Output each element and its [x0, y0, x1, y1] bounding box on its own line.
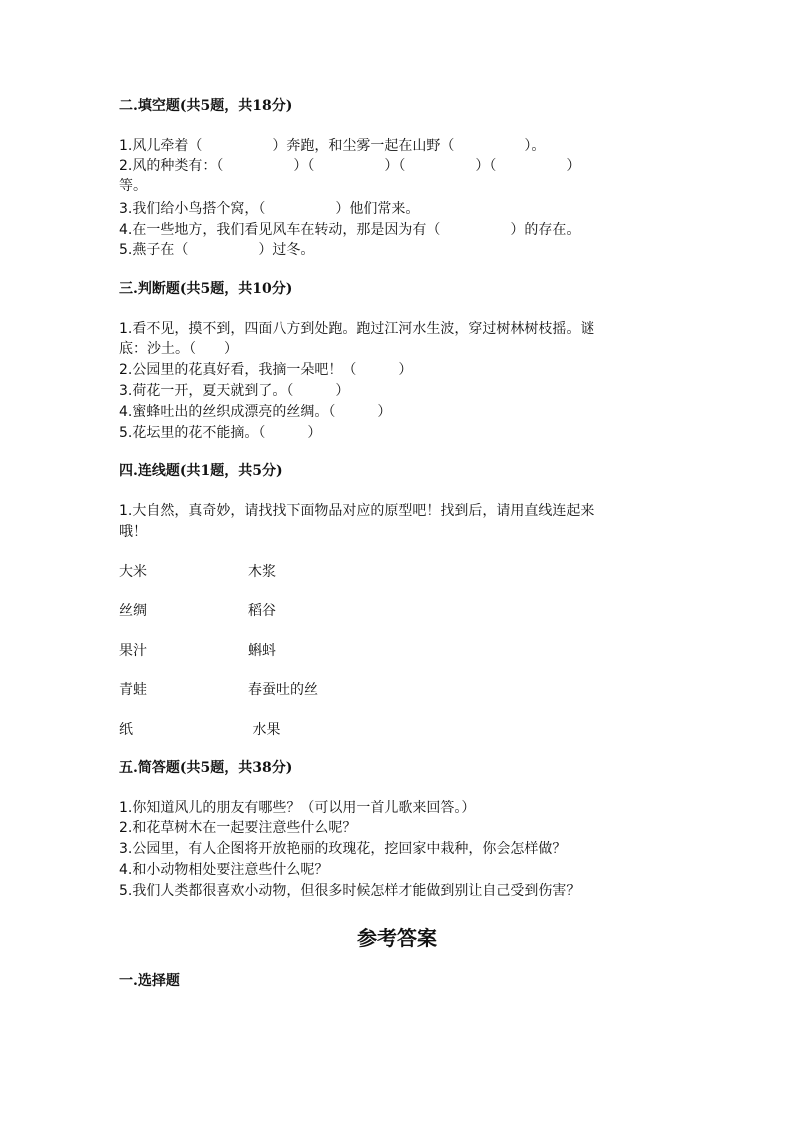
match-right-item: 水果 [248, 722, 281, 738]
fill-question-5: 5.燕子在（ ）过冬。 [119, 242, 315, 258]
fill-question-2-cont: 等。 [119, 178, 147, 194]
short-question-2: 2.和花草树木在一起要注意些什么呢？ [119, 820, 357, 836]
judge-question-1: 1.看不见，摸不到，四面八方到处跑。跑过江河水生波，穿过树林树枝摇。谜 [119, 321, 595, 337]
match-right-item: 稻谷 [248, 603, 276, 619]
match-left-item: 果汁 [119, 643, 147, 659]
fill-question-3: 3.我们给小鸟搭个窝，（ ）他们常来。 [119, 201, 420, 217]
fill-question-2: 2.风的种类有：（ ）（ ）（ ）（ ） [119, 158, 581, 174]
short-question-3: 3.公园里，有人企图将开放艳丽的玫瑰花，挖回家中栽种，你会怎样做？ [119, 841, 567, 857]
judge-question-2: 2.公园里的花真好看，我摘一朵吧！（ ） [119, 362, 413, 378]
short-question-5: 5.我们人类都很喜欢小动物，但很多时候怎样才能做到别让自己受到伤害？ [119, 883, 581, 899]
fill-question-1: 1.风儿牵着（ ）奔跑，和尘雾一起在山野（ ）。 [119, 138, 546, 154]
judge-question-1-cont: 底：沙土。（ ） [119, 341, 238, 357]
judge-question-3: 3.荷花一开，夏天就到了。（ ） [119, 383, 350, 399]
match-question-1: 1.大自然，真奇妙，请找找下面物品对应的原型吧！找到后，请用直线连起来 [119, 503, 595, 519]
match-left-item: 纸 [119, 722, 133, 738]
match-right-item: 春蚕吐的丝 [248, 682, 318, 698]
fill-question-4: 4.在一些地方，我们看见风车在转动，那是因为有（ ）的存在。 [119, 222, 581, 238]
answers-section-choice-title: 一.选择题 [119, 973, 180, 989]
answers-title: 参考答案 [357, 926, 437, 950]
short-question-1: 1.你知道风儿的朋友有哪些？（可以用一首儿歌来回答。） [119, 800, 476, 816]
short-question-4: 4.和小动物相处要注意些什么呢？ [119, 862, 329, 878]
section-match-title: 四.连线题(共1题，共5分) [119, 463, 283, 479]
match-right-item: 蝌蚪 [248, 643, 276, 659]
match-question-1-cont: 哦！ [119, 524, 147, 540]
section-judge-title: 三.判断题(共5题，共10分) [119, 281, 293, 297]
match-left-item: 丝绸 [119, 603, 147, 619]
match-left-item: 青蛙 [119, 682, 147, 698]
judge-question-5: 5.花坛里的花不能摘。（ ） [119, 425, 322, 441]
judge-question-4: 4.蜜蜂吐出的丝织成漂亮的丝绸。（ ） [119, 404, 392, 420]
match-right-item: 木浆 [248, 564, 276, 580]
section-fill-title: 二.填空题(共5题，共18分) [119, 98, 293, 114]
match-left-item: 大米 [119, 564, 147, 580]
section-short-title: 五.简答题(共5题，共38分) [119, 760, 293, 776]
